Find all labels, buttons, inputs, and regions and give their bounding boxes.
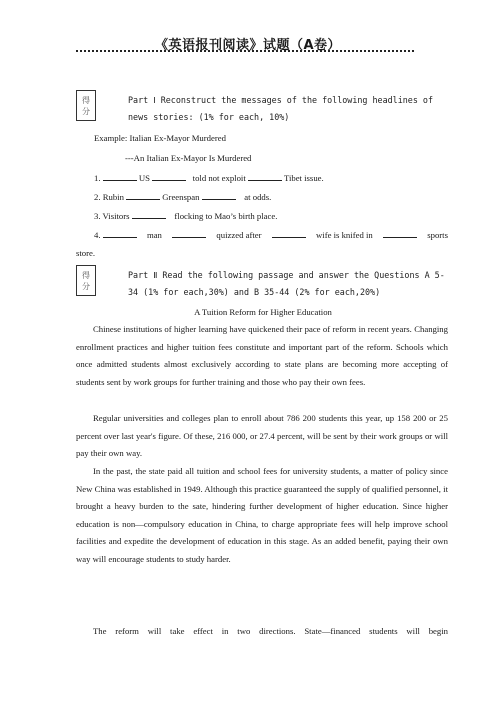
answer-blank[interactable]: [202, 191, 236, 200]
example-answer: ---An Italian Ex-Mayor Is Murdered: [125, 153, 252, 163]
score-box-part2: 得 分: [76, 265, 96, 296]
section-title: A Tuition Reform for Higher Education: [194, 307, 332, 317]
part1-heading: Part Ⅰ Reconstruct the messages of the following headlines of news stories: (1% for each, 10%): [128, 95, 434, 122]
headline-item-3: 3. Visitors flocking to Mao’s birth place.: [94, 211, 278, 221]
answer-blank[interactable]: [383, 229, 417, 238]
answer-blank[interactable]: [152, 172, 186, 181]
answer-blank[interactable]: [172, 229, 206, 238]
answer-blank[interactable]: [103, 172, 137, 181]
answer-blank[interactable]: [126, 191, 160, 200]
title-divider: [76, 50, 414, 54]
answer-blank[interactable]: [132, 210, 166, 219]
paragraph-3: In the past, the state paid all tuition and school fees for university students, a matter of policy since New China was established in 1949. Although this practice guaranteed the supply of qualified personnel, it brought a heavy burden to the sate, hindering further development of higher education. Since higher education is non—compulsory education in China, to charge appropriate fees will help improve school facilities and expedite the development of education in this stage. As an added benefit, paying their own way will encourage students to study harder.: [76, 466, 448, 564]
part2-heading: Part Ⅱ Read the following passage and answer the Questions A 5-34 (1% for each,30%) and B 35-44 (2% for each,20%): [128, 270, 445, 297]
paragraph-4: The reform will take effect in two directions. State—financed students will begin: [93, 626, 448, 636]
example-label: Example: Italian Ex-Mayor Murdered: [94, 133, 226, 143]
answer-blank[interactable]: [248, 172, 282, 181]
headline-item-2: 2. Rubin Greenspan at odds.: [94, 192, 272, 202]
paragraph-2: Regular universities and colleges plan to enroll about 786 200 students this year, up 158 200 or 25 percent over last year's figure. Of these, 216 000, or 27.4 percent, will be sent by their work groups or will pay their own way.: [76, 413, 448, 459]
headline-item-4: 4. man quizzed after wife is knifed in sports: [94, 230, 448, 240]
paragraph-1: Chinese institutions of higher learning have quickened their pace of reform in recent years. Changing enrollment practices and higher tuition fees constitute and important part of the reform. Schools which once admitted students almost exclusively according to state plans are becoming more accepting of students sent by work groups for further training and those who pay their own fees.: [76, 324, 448, 387]
headline-item-4-wrap: store.: [76, 248, 96, 258]
answer-blank[interactable]: [103, 229, 137, 238]
answer-blank[interactable]: [272, 229, 306, 238]
exam-title: 《英语报刊阅读》试题（A卷）: [154, 38, 342, 53]
score-box-part1: 得 分: [76, 90, 96, 121]
headline-item-1: 1. US told not exploit Tibet issue.: [94, 173, 324, 183]
